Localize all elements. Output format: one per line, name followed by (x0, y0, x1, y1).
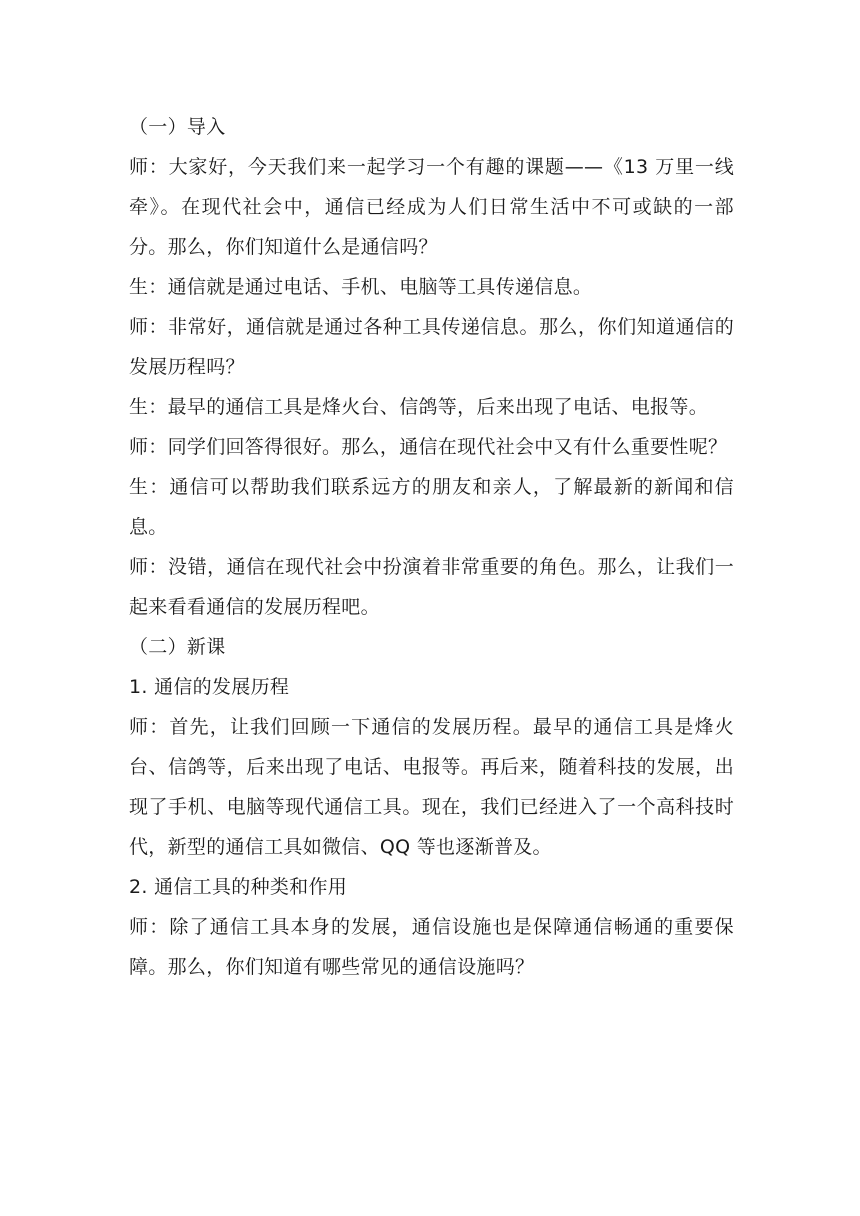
teacher-line: 师：非常好，通信就是通过各种工具传递信息。那么，你们知道通信的发展历程吗？ (129, 316, 734, 378)
teacher-line: 师：同学们回答得很好。那么，通信在现代社会中又有什么重要性呢？ (129, 436, 728, 458)
teacher-line: 师：首先，让我们回顾一下通信的发展历程。最早的通信工具是烽火台、信鸽等，后来出现了电话、电报等。再后来，随着科技的发展，出现了手机、电脑等现代通信工具。现在，我们已经进入了一个高科技时代，新型的通信工具如微信、QQ 等也逐渐普及。 (129, 716, 734, 858)
section-heading-new-lesson: （二）新课 (129, 636, 226, 658)
teacher-line: 师：除了通信工具本身的发展，通信设施也是保障通信畅通的重要保障。那么，你们知道有哪些常见的通信设施吗？ (129, 916, 734, 978)
student-line: 生：最早的通信工具是烽火台、信鸽等，后来出现了电话、电报等。 (129, 396, 709, 418)
subsection-heading-tools: 2. 通信工具的种类和作用 (129, 876, 348, 898)
teacher-line: 师：大家好，今天我们来一起学习一个有趣的课题——《13 万里一线牵》。在现代社会中，通信已经成为人们日常生活中不可或缺的一部分。那么，你们知道什么是通信吗？ (129, 156, 734, 258)
document-body (129, 107, 734, 987)
section-heading-intro: （一）导入 (129, 116, 226, 138)
teacher-line: 师：没错，通信在现代社会中扮演着非常重要的角色。那么，让我们一起来看看通信的发展历程吧。 (129, 556, 734, 618)
subsection-heading-history: 1. 通信的发展历程 (129, 676, 290, 698)
student-line: 生：通信就是通过电话、手机、电脑等工具传递信息。 (129, 276, 593, 298)
student-line: 生：通信可以帮助我们联系远方的朋友和亲人，了解最新的新闻和信息。 (129, 476, 734, 538)
